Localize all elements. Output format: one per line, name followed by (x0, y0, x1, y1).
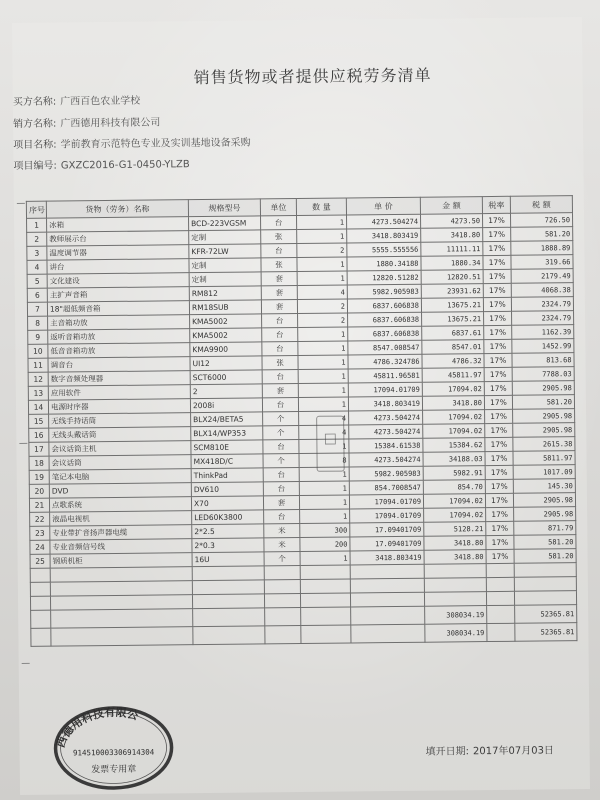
row-price: 12820.51282 (347, 270, 421, 285)
row-unit: 个 (264, 552, 300, 566)
row-spec: BLX14/WP353 (191, 426, 263, 441)
header-qty: 数 量 (296, 198, 346, 216)
row-rate: 17% (484, 381, 512, 395)
row-rate: 17% (485, 409, 513, 423)
row-tax: 2324.79 (512, 311, 574, 326)
row-name: 钢质机柜 (50, 553, 192, 568)
row-amount: 1880.34 (421, 256, 483, 271)
row-price: 17.09401709 (350, 536, 424, 551)
row-no: 7 (27, 302, 47, 316)
row-price: 4273.504274 (347, 214, 421, 229)
row-unit: 套 (261, 272, 297, 286)
row-price: 854.7008547 (349, 480, 423, 495)
row-amount: 17094.02 (423, 424, 485, 439)
row-amount: 13675.21 (421, 298, 483, 313)
partial-stamp-mark (316, 416, 345, 472)
row-name: 温度调节器 (47, 245, 189, 260)
row-no: 13 (28, 386, 48, 400)
row-tax: 1017.09 (513, 465, 575, 480)
row-spec: LED60K3800 (192, 510, 264, 525)
row-no: 16 (29, 428, 49, 442)
row-unit: 米 (264, 524, 300, 538)
header-name: 货物（劳务）名称 (46, 200, 188, 218)
row-amount: 11111.11 (421, 242, 483, 257)
table-body (27, 213, 577, 569)
row-amount: 23931.62 (421, 284, 483, 299)
row-price: 5982.905983 (347, 284, 421, 299)
row-name: 笔记本电脑 (49, 469, 191, 484)
row-no: 14 (28, 400, 48, 414)
row-no: 25 (30, 554, 50, 568)
header-tax: 税 额 (510, 196, 572, 214)
row-price: 3418.803419 (350, 550, 424, 565)
code-line (13, 155, 189, 172)
row-qty: 1 (297, 257, 347, 272)
row-tax: 145.30 (513, 479, 575, 494)
row-tax: 2905.98 (512, 381, 574, 396)
row-qty: 4 (297, 285, 347, 300)
row-name: 应用软件 (48, 385, 190, 400)
row-unit: 台 (261, 216, 297, 230)
row-amount: 12820.51 (421, 270, 483, 285)
row-unit: 套 (262, 384, 298, 398)
row-name: 专业音频信号线 (50, 539, 192, 554)
row-price: 4273.504274 (349, 424, 423, 439)
row-no: 17 (29, 442, 49, 456)
header-amount: 金 额 (420, 197, 482, 215)
row-spec: UI12 (190, 356, 262, 371)
issue-date: 2017年07月03日 (472, 745, 554, 758)
row-name: 冰箱 (47, 217, 189, 232)
buyer-name: 广西百色农业学校 (60, 95, 141, 108)
row-rate: 17% (485, 479, 513, 493)
item-line (13, 134, 251, 151)
row-qty: 1 (297, 271, 347, 286)
row-tax: 2324.79 (511, 297, 573, 312)
issue-date-line (426, 741, 554, 757)
seal-arc-text: 西德用科技有限公 (53, 705, 140, 750)
row-name: 主音箱功放 (48, 315, 190, 330)
row-no: 11 (28, 358, 48, 372)
row-name: 电源时序器 (48, 399, 190, 414)
row-rate: 17% (484, 353, 512, 367)
row-amount: 5982.91 (423, 466, 485, 481)
row-price: 15384.61538 (349, 438, 423, 453)
margin-tick (17, 203, 25, 204)
row-amount: 17094.02 (423, 494, 485, 509)
item-name: 学前教育示范特色专业及实训基地设备采购 (60, 137, 251, 151)
header-price: 单 价 (346, 197, 420, 215)
header-spec: 规格型号 (188, 199, 260, 217)
row-tax: 2905.98 (513, 423, 575, 438)
row-price: 8547.008547 (348, 340, 422, 355)
row-price: 17094.01709 (350, 508, 424, 523)
row-spec: SCM810E (191, 440, 263, 455)
row-name: 数字音频处理器 (48, 371, 190, 386)
row-tax: 2905.98 (514, 507, 576, 522)
row-unit: 台 (262, 328, 298, 342)
row-no: 4 (27, 260, 47, 274)
row-no: 12 (28, 372, 48, 386)
row-tax: 2179.49 (511, 269, 573, 284)
row-rate: 17% (484, 311, 512, 325)
row-spec: 定制 (189, 230, 261, 245)
row-no: 5 (27, 274, 47, 288)
row-tax: 1888.89 (511, 241, 573, 256)
row-tax: 581.20 (514, 549, 576, 564)
row-unit: 台 (262, 398, 298, 412)
row-spec: 16U (192, 552, 264, 567)
row-qty: 1 (298, 327, 348, 342)
row-unit: 个 (263, 454, 299, 468)
row-name: 教师展示台 (47, 231, 189, 246)
row-tax: 581.20 (512, 395, 574, 410)
row-qty: 1 (298, 355, 348, 370)
row-price: 17.09401709 (350, 522, 424, 537)
row-qty: 2 (297, 299, 347, 314)
row-tax: 1162.39 (512, 325, 574, 340)
row-price: 5555.555556 (347, 242, 421, 257)
row-amount: 3418.80 (424, 536, 486, 551)
row-no: 24 (30, 540, 50, 554)
document-title: 销售货物或者提供应税劳务清单 (193, 65, 432, 88)
row-unit: 张 (261, 258, 297, 272)
row-name: 液晶电视机 (50, 511, 192, 526)
item-label: 项目名称: (13, 139, 57, 151)
row-no: 2 (27, 232, 47, 246)
row-qty: 1 (298, 397, 348, 412)
row-qty: 2 (297, 243, 347, 258)
row-name: 低音音箱功放 (48, 343, 190, 358)
row-qty: 1 (300, 509, 350, 524)
row-amount: 8547.01 (422, 340, 484, 355)
row-spec: MX418D/C (191, 454, 263, 469)
row-name: 调音台 (48, 357, 190, 372)
row-qty: 1 (298, 369, 348, 384)
row-unit: 台 (261, 244, 297, 258)
row-unit: 张 (262, 356, 298, 370)
row-amount: 17094.02 (422, 382, 484, 397)
row-no: 20 (29, 484, 49, 498)
row-name: 无线头戴话筒 (49, 427, 191, 442)
issue-date-label: 填开日期: (425, 746, 470, 758)
row-qty: 2 (298, 313, 348, 328)
row-qty: 1 (299, 495, 349, 510)
row-tax: 581.20 (511, 227, 573, 242)
row-tax: 5811.97 (513, 451, 575, 466)
row-spec: DV610 (191, 482, 263, 497)
row-rate: 17% (486, 507, 514, 521)
row-spec: RM812 (189, 286, 261, 301)
row-price: 4273.504274 (349, 452, 423, 467)
row-tax: 726.50 (510, 213, 572, 228)
row-amount: 34188.03 (423, 452, 485, 467)
margin-tick (22, 663, 30, 664)
row-spec: SCT6000 (190, 370, 262, 385)
row-spec: 2*2.5 (192, 524, 264, 539)
buyer-line (13, 92, 141, 108)
row-rate: 17% (483, 241, 511, 255)
row-unit: 个 (263, 426, 299, 440)
row-name: 无线手持话筒 (49, 413, 191, 428)
row-no: 6 (27, 288, 47, 302)
row-rate: 17% (483, 283, 511, 297)
row-rate: 17% (486, 521, 514, 535)
row-price: 4786.324786 (348, 354, 422, 369)
row-no: 19 (29, 470, 49, 484)
row-rate: 17% (485, 423, 513, 437)
row-qty: 1 (297, 215, 347, 230)
row-name: 返听音箱功放 (48, 329, 190, 344)
row-name: 主扩声音箱 (47, 287, 189, 302)
row-qty: 1 (298, 383, 348, 398)
row-price: 4273.504274 (349, 410, 423, 425)
row-unit: 套 (261, 300, 297, 314)
row-name: 18"超低频音箱 (47, 301, 189, 316)
margin-tick (19, 443, 27, 444)
row-unit: 台 (262, 370, 298, 384)
row-tax: 319.66 (511, 255, 573, 270)
row-qty: 4 (299, 425, 349, 440)
row-rate: 17% (485, 437, 513, 451)
row-price: 3418.803419 (347, 228, 421, 243)
seller-name: 广西德用科技有限公司 (60, 117, 161, 130)
row-unit: 台 (262, 314, 298, 328)
row-price: 1880.34188 (347, 256, 421, 271)
row-spec: KMA5002 (190, 314, 262, 329)
row-unit: 套 (263, 496, 299, 510)
row-price: 17094.01709 (348, 382, 422, 397)
row-price: 45811.96581 (348, 368, 422, 383)
seal-bottom-text: 发票专用章 (91, 764, 137, 776)
row-qty: 1 (298, 341, 348, 356)
total-amount: 308034.19 (425, 624, 487, 643)
row-rate: 17% (485, 493, 513, 507)
row-spec: 定制 (189, 272, 261, 287)
row-name: 文化建设 (47, 273, 189, 288)
subtotal-amount: 308034.19 (425, 606, 487, 625)
header-rate: 税率 (482, 196, 510, 213)
row-no: 15 (29, 414, 49, 428)
row-rate: 17% (486, 535, 514, 549)
row-no: 10 (28, 344, 48, 358)
row-qty: 1 (297, 229, 347, 244)
row-unit: 套 (261, 286, 297, 300)
row-qty: 4 (299, 411, 349, 426)
row-qty: 200 (300, 537, 350, 552)
header-no: 序号 (26, 201, 46, 218)
row-rate: 17% (482, 213, 510, 227)
row-amount: 6837.61 (422, 326, 484, 341)
row-rate: 17% (485, 451, 513, 465)
row-price: 3418.803419 (348, 396, 422, 411)
row-amount: 45811.97 (422, 368, 484, 383)
header-unit: 单位 (260, 199, 296, 216)
row-name: 会议话筒主机 (49, 441, 191, 456)
row-spec: KMA9900 (190, 342, 262, 357)
row-amount: 4273.50 (420, 214, 482, 229)
row-name: 专业带扩音扬声器电缆 (50, 525, 192, 540)
row-amount: 15384.62 (423, 438, 485, 453)
row-rate: 17% (483, 227, 511, 241)
row-tax: 1452.99 (512, 339, 574, 354)
row-rate: 17% (485, 465, 513, 479)
row-unit: 台 (263, 440, 299, 454)
partial-stamp-text: □ (323, 430, 338, 447)
row-rate: 17% (484, 367, 512, 381)
row-rate: 17% (483, 255, 511, 269)
row-spec: BLX24/BETA5 (191, 412, 263, 427)
row-no: 3 (27, 246, 47, 260)
row-qty: 300 (300, 523, 350, 538)
row-amount: 4786.32 (422, 354, 484, 369)
row-rate: 17% (484, 339, 512, 353)
row-tax: 871.79 (514, 521, 576, 536)
row-no: 21 (29, 498, 49, 512)
row-qty: 1 (299, 481, 349, 496)
row-spec: X70 (191, 496, 263, 511)
row-qty: 1 (299, 467, 349, 482)
row-spec: 定制 (189, 258, 261, 273)
row-rate: 17% (483, 297, 511, 311)
row-price: 17094.01709 (349, 494, 423, 509)
goods-table (26, 195, 578, 647)
row-spec: 2*0.3 (192, 538, 264, 553)
row-name: DVD (49, 483, 191, 498)
row-spec: KFR-72LW (189, 244, 261, 259)
project-code: GXZC2016-G1-0450-YLZB (60, 159, 190, 172)
row-spec: RM18SUB (189, 300, 261, 315)
row-price: 5982.905983 (349, 466, 423, 481)
subtotal-tax: 52365.81 (515, 605, 577, 624)
row-name: 点歌系统 (49, 497, 191, 512)
code-label: 项目编号: (13, 160, 57, 172)
row-spec: BCD-223VGSM (189, 216, 261, 231)
row-price: 6837.606838 (348, 326, 422, 341)
row-tax: 4068.38 (511, 283, 573, 298)
row-amount: 3418.80 (424, 550, 486, 565)
invoice-seal-stamp (49, 701, 178, 794)
row-amount: 13675.21 (422, 312, 484, 327)
row-tax: 2615.38 (513, 437, 575, 452)
seller-line (13, 113, 161, 130)
row-no: 18 (29, 456, 49, 470)
row-spec: 2 (190, 384, 262, 399)
row-price: 6837.606838 (348, 312, 422, 327)
row-name: 会议话筒 (49, 455, 191, 470)
row-amount: 3418.80 (421, 228, 483, 243)
row-amount: 5128.21 (424, 522, 486, 537)
row-qty: 1 (299, 439, 349, 454)
row-rate: 17% (483, 269, 511, 283)
row-no: 23 (30, 526, 50, 540)
seller-label: 销方名称: (12, 118, 57, 130)
row-rate: 17% (484, 325, 512, 339)
invoice-list-sheet (12, 17, 590, 795)
row-spec: KMA5002 (190, 328, 262, 343)
row-tax: 7788.03 (512, 367, 574, 382)
row-name: 讲台 (47, 259, 189, 274)
row-unit: 台 (263, 468, 299, 482)
row-no: 9 (28, 330, 48, 344)
row-no: 8 (28, 316, 48, 330)
row-unit: 台 (263, 482, 299, 496)
seal-number: 914510003306914304 (72, 747, 155, 758)
total-tax: 52365.81 (515, 623, 577, 642)
row-rate: 17% (486, 549, 514, 563)
row-unit: 台 (262, 342, 298, 356)
row-qty: 8 (299, 453, 349, 468)
row-qty: 1 (300, 551, 350, 566)
row-no: 1 (27, 218, 47, 232)
row-unit: 台 (264, 510, 300, 524)
row-tax: 813.68 (512, 353, 574, 368)
row-rate: 17% (484, 395, 512, 409)
row-tax: 2905.98 (513, 409, 575, 424)
row-unit: 张 (261, 230, 297, 244)
row-price: 6837.606838 (347, 298, 421, 313)
row-unit: 个 (263, 412, 299, 426)
buyer-label: 买方名称: (12, 96, 57, 109)
row-tax: 2905.98 (513, 493, 575, 508)
row-amount: 3418.80 (422, 396, 484, 411)
row-amount: 17094.02 (423, 410, 485, 425)
row-spec: ThinkPad (191, 468, 263, 483)
row-unit: 米 (264, 538, 300, 552)
row-amount: 854.70 (423, 480, 485, 495)
row-amount: 17094.02 (424, 508, 486, 523)
row-spec: 2008i (190, 398, 262, 413)
row-no: 22 (30, 512, 50, 526)
row-tax: 581.20 (514, 535, 576, 550)
